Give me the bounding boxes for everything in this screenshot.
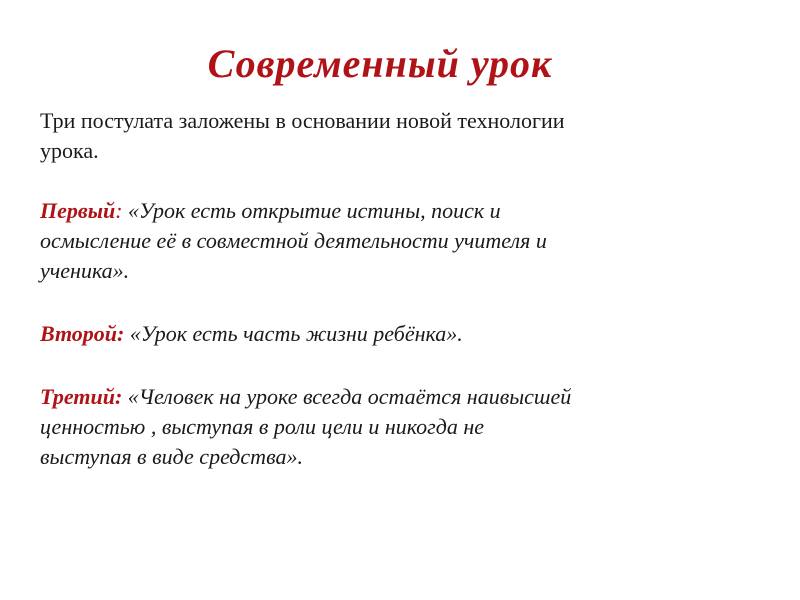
intro-text: Три постулата заложены в основании новой технологии урока. <box>40 108 565 163</box>
postulate-second-label: Второй <box>40 321 117 346</box>
postulate-third-label: Третий <box>40 384 115 409</box>
postulate-first-text: «Урок есть открытие истины, поиск и осмысление её в совместной деятельности учителя и ученика». <box>40 198 547 283</box>
postulate-first-separator: : <box>115 198 123 223</box>
postulate-third <box>40 382 580 472</box>
slide-content <box>40 106 580 505</box>
postulate-second-separator: : <box>117 321 125 346</box>
postulate-first-label: Первый <box>40 198 116 223</box>
postulate-second <box>40 319 580 349</box>
slide-title: Современный урок <box>207 41 553 86</box>
postulate-third-text: «Человек на уроке всегда остаётся наивысшей ценностью , выступая в роли цели и никогда не выступая в виде средства». <box>40 384 572 469</box>
postulate-third-separator: : <box>114 384 123 409</box>
postulate-first <box>40 196 580 286</box>
postulate-second-text: «Урок есть часть жизни ребёнка». <box>124 321 463 346</box>
